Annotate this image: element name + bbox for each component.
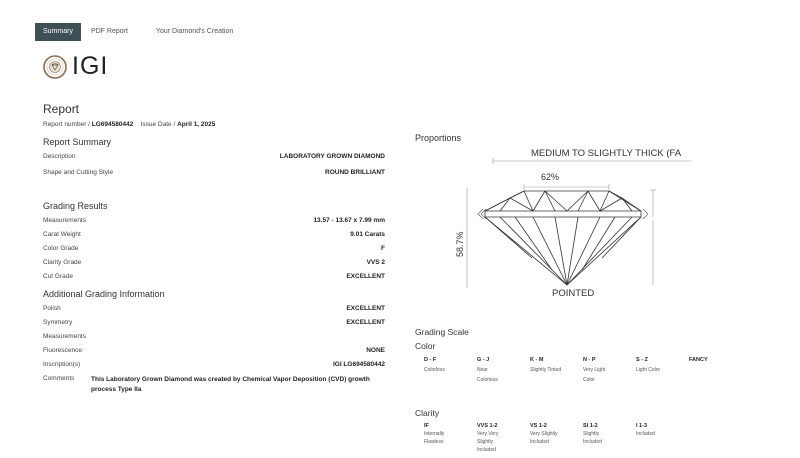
clarity-scale [424, 423, 689, 454]
comments-text: This Laboratory Grown Diamond was created by Chemical Vapor Deposition (CVD) growth process Type IIa [91, 376, 370, 393]
color-scale-heading: Color [415, 341, 436, 351]
grading-row: Carat Weight 9.01 Carats [43, 231, 385, 238]
report-number: LG694580442 [91, 121, 134, 128]
proportions-diagram [440, 140, 740, 305]
additional-grading-heading: Additional Grading Information [43, 289, 165, 299]
additional-row: Fluorescence NONE [43, 347, 385, 354]
summary-row: Shape and Cutting Style ROUND BRILLIANT [43, 169, 385, 176]
clarity-scale-item: SI 1-2 Slightly Included [583, 423, 602, 445]
clarity-scale-item: IF Internally Flawless [424, 423, 445, 445]
clarity-scale-heading: Clarity [415, 408, 440, 418]
clarity-scale-item: VVS 1-2 Very Very Slightly Included [477, 423, 499, 453]
tab-bar [35, 23, 241, 41]
table-percent-label: 62% [541, 172, 560, 182]
color-scale-item: K - M Slightly Tinted [530, 357, 562, 373]
comments-row: Comments This Laboratory Grown Diamond was created by Chemical Vapor Deposition (CVD) growth process Type IIa [43, 375, 385, 395]
tab-diamond-creation[interactable]: Your Diamond's Creation [155, 28, 234, 35]
girdle-label: MEDIUM TO SLIGHTLY THICK (FA [531, 148, 682, 159]
proportions-heading: Proportions [415, 133, 462, 143]
issue-date: April 1, 2025 [177, 121, 216, 128]
summary-row: Description LABORATORY GROWN DIAMOND [43, 153, 385, 160]
tab-summary[interactable]: Summary [35, 23, 81, 41]
logo-text: IGI [72, 52, 109, 80]
depth-percent-label: 58.7% [455, 231, 465, 257]
tab-pdf-report[interactable]: PDF Report [90, 28, 128, 35]
color-scale-item: D - F Colorless [424, 357, 445, 373]
clarity-scale-item: I 1-3 Included [636, 423, 655, 437]
report-meta: Report number / LG694580442 Issue Date / April 1, 2025 [43, 121, 216, 128]
grading-results-heading: Grading Results [43, 201, 108, 211]
report-title: Report [43, 102, 80, 116]
grading-row: Measurements 13.57 - 13.67 x 7.99 mm [43, 217, 385, 224]
grading-scale-heading: Grading Scale [415, 327, 469, 337]
grading-row: Color Grade F [43, 245, 385, 252]
grading-row: Cut Grade EXCELLENT [43, 273, 385, 280]
report-summary-heading: Report Summary [43, 137, 112, 147]
color-scale-item: S - Z Light Color [636, 357, 661, 373]
igi-seal-icon [43, 55, 67, 79]
igi-logo [43, 52, 108, 81]
color-scale-item: FANCY [689, 357, 708, 363]
color-scale-item: G - J Near Colorless [477, 357, 498, 383]
culet-label: POINTED [552, 288, 595, 299]
additional-row: Measurements [43, 333, 86, 340]
color-scale-item: N - P Very Light Color [583, 357, 606, 383]
color-scale [424, 357, 742, 385]
grading-row: Clarity Grade VVS 2 [43, 259, 385, 266]
clarity-scale-item: VS 1-2 Very Slightly Included [530, 423, 558, 445]
additional-row: Inscription(s) IGI LG694580442 [43, 361, 385, 368]
diamond-profile [485, 191, 641, 285]
additional-row: Polish EXCELLENT [43, 305, 385, 312]
additional-row: Symmetry EXCELLENT [43, 319, 385, 326]
